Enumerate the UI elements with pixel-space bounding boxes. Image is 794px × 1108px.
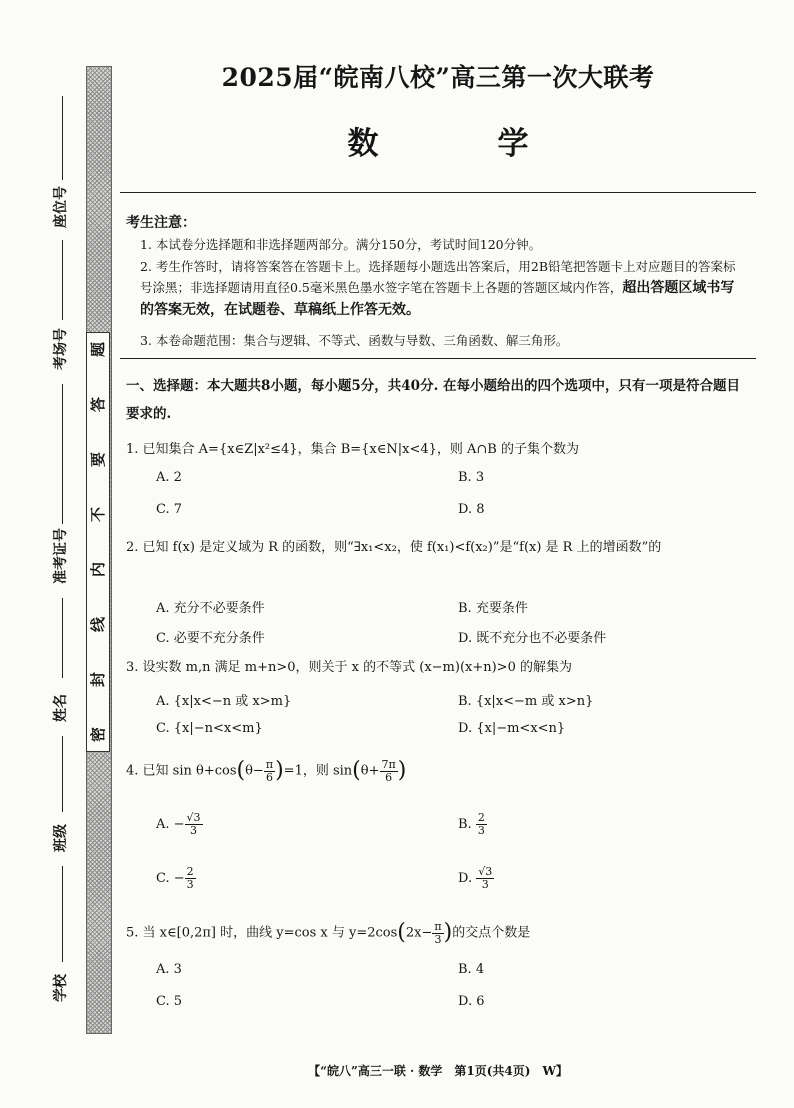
q5-stem-suffix: 的交点个数是 [452,925,531,941]
question-1-stem: 1. 已知集合 A={x∈Z|x²≤4}，集合 B={x∈N|x<4}，则 A∩B 的子集个数为 [126,442,579,457]
q3-option-d: D. {x|−m<x<n} [458,721,566,736]
q5-stem-prefix: 5. 当 x∈[0,2π] 时，曲线 y=cos x 与 y=2cos [126,925,398,941]
question-5-stem [126,918,750,949]
q3-option-b: B. {x|x<−m 或 x>n} [458,694,594,709]
q5-frac-pi-3 [432,921,443,946]
name-line [62,598,63,678]
notice-top-rule [120,192,756,193]
q4-stem-prefix: 4. 已知 sin θ+cos [126,763,237,779]
question-2-stem: 2. 已知 f(x) 是定义域为 R 的函数，则“∃x₁<x₂，使 f(x₁)<f(x₂)”是“f(x) 是 R 上的增函数”的 [126,540,662,555]
q5-option-d: D. 6 [458,994,485,1009]
seal-char: 内 [89,561,108,578]
q4-paren-open: ( [236,758,246,783]
q1-option-d: D. 8 [458,502,485,517]
seal-char: 线 [89,616,108,633]
notice-item-3: 3. 本卷命题范围：集合与逻辑、不等式、函数与导数、三角函数、解三角形。 [140,333,569,348]
notice-item-1: 1. 本试卷分选择题和非选择题两部分。满分150分，考试时间120分钟。 [140,237,542,252]
q4-option-b-label: B. [458,817,476,832]
q2-option-a: A. 充分不必要条件 [156,601,265,616]
q4-option-a-den: 3 [190,824,198,837]
school-label: 学校 [53,974,69,1002]
q4-option-b-frac [476,812,487,837]
seal-char: 要 [89,451,108,468]
school-line [62,866,63,962]
seal-char: 封 [89,671,108,688]
q1-option-b: B. 3 [458,470,485,485]
q4-paren-close: ) [275,758,284,783]
q1-option-c: C. 7 [156,502,183,517]
q4-frac2-num: 7π [381,757,396,771]
seat-number-label: 座位号 [53,186,69,228]
q4-stem-mid3: θ+ [360,763,380,779]
q4-frac-7pi-6 [380,759,398,784]
q4-frac-num: π [265,757,274,771]
exam-room-label: 考场号 [53,328,69,370]
q2-option-d: D. 既不充分也不必要条件 [458,631,607,646]
q4-stem-mid: θ− [245,763,264,779]
q4-option-d-den: 3 [481,878,489,891]
seal-line-box [86,332,110,752]
exam-title: 2025届“皖南八校”高三第一次大联考 [221,63,655,92]
q4-option-b-den: 3 [477,824,485,837]
q5-option-b: B. 4 [458,962,485,977]
q2-option-b: B. 充要条件 [458,601,528,616]
q4-option-a-frac [185,812,203,837]
q4-option-a-num: √3 [186,811,201,824]
q4-option-a-label: A. − [156,817,185,832]
seal-char: 答 [89,396,108,413]
q4-option-c-num: 2 [186,865,194,878]
q5-option-a: A. 3 [156,962,182,977]
q4-option-c-label: C. − [156,871,185,886]
q5-frac-den: 3 [434,932,442,946]
q3-option-c: C. {x|−n<x<m} [156,721,263,736]
q4-option-c-frac [185,866,196,891]
q4-option-a [156,812,203,837]
admission-number-label: 准考证号 [53,528,69,584]
question-3-stem: 3. 设实数 m,n 满足 m+n>0，则关于 x 的不等式 (x−m)(x+n)>0 的解集为 [126,660,572,675]
seat-number-line [62,96,63,180]
notice-item-2 [140,256,740,321]
q4-stem-mid2: =1，则 sin [283,763,353,779]
q5-paren-open: ( [397,920,406,945]
q1-option-a: A. 2 [156,470,182,485]
section-heading: 一、选择题：本大题共8小题，每小题5分，共40分. 在每小题给出的四个选项中，只有一项是符合题目要求的. [126,378,740,422]
seal-char: 密 [89,726,108,743]
q4-option-c-den: 3 [186,878,194,891]
notice-item-2-text: 2. 考生作答时，请将答案答在答题卡上。选择题每小题选出答案后，用2B铅笔把答题卡上对应题目的答案标号涂黑；非选择题请用直径0.5毫米黑色墨水签字笔在答题卡上各题的答题区域内作答， [140,259,736,295]
q4-frac-den: 6 [265,770,273,784]
notice-bottom-rule [120,358,756,359]
question-4-stem [126,756,750,787]
q4-option-b-num: 2 [477,811,485,824]
page-footer: 【“皖八”高三一联 · 数学 第1页(共4页) W】 [308,1064,568,1078]
notice-item-2-emphasis: 超出答题区域书写的答案无效，在试题卷、草稿纸上作答无效。 [140,280,735,318]
q4-option-d-label: D. [458,871,477,886]
q4-frac2-den: 6 [385,770,393,784]
q4-option-b [458,812,487,837]
seal-char: 题 [89,341,108,358]
q2-option-c: C. 必要不充分条件 [156,631,265,646]
q4-option-d [458,866,494,891]
q4-paren-open-2: ( [352,758,361,783]
seal-char: 不 [89,506,108,523]
class-line [62,736,63,812]
class-label: 班级 [53,824,69,852]
q5-paren-close: ) [443,920,453,945]
admission-number-line [62,384,63,524]
notice-title: 考生注意： [126,215,196,231]
q4-paren-close-2: ) [397,758,407,783]
q4-option-c [156,866,196,891]
name-label: 姓名 [53,694,69,722]
q3-option-a: A. {x|x<−n 或 x>m} [156,694,292,709]
q4-frac-pi-6 [264,759,275,784]
q5-option-c: C. 5 [156,994,183,1009]
q5-frac-num: π [434,919,442,933]
q4-option-d-frac [476,866,494,891]
q5-stem-mid: 2x− [405,925,433,941]
exam-room-line [62,240,63,320]
q4-option-d-num: √3 [478,865,493,878]
subject-title: 数 学 [347,126,573,162]
